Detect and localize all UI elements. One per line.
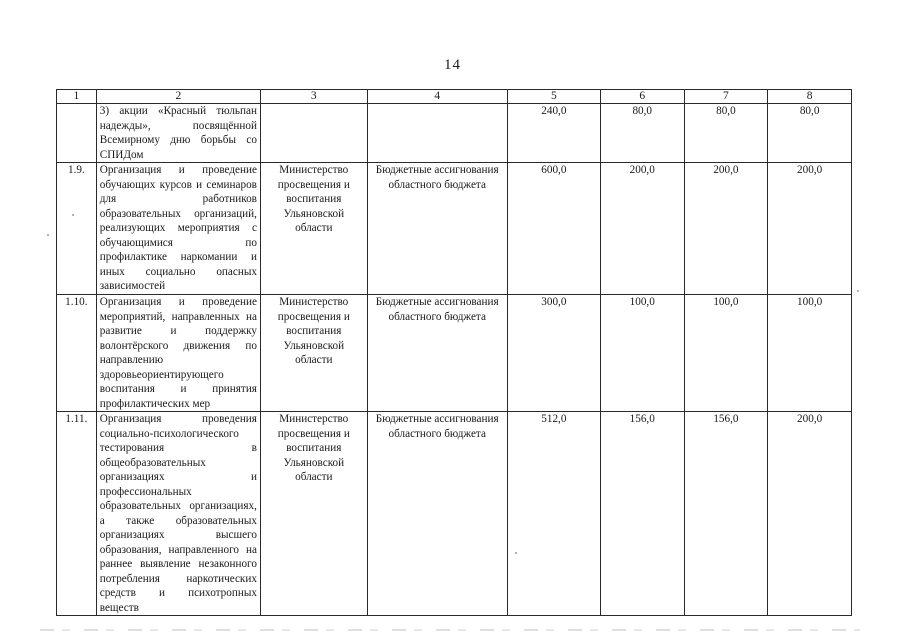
scan-speck — [72, 214, 74, 216]
item-number: 1.9. — [57, 163, 97, 295]
item-number: 1.10. — [57, 295, 97, 412]
table-row — [57, 104, 852, 163]
value-col-8: 200,0 — [768, 412, 852, 616]
column-header-2: 2 — [96, 90, 260, 104]
column-header-6: 6 — [600, 90, 684, 104]
value-col-6: 100,0 — [600, 295, 684, 412]
value-col-7: 200,0 — [684, 163, 768, 295]
value-col-8: 100,0 — [768, 295, 852, 412]
table-row — [57, 412, 852, 616]
column-header-1: 1 — [57, 90, 97, 104]
value-col-5: 240,0 — [507, 104, 600, 163]
scan-speck — [47, 234, 49, 236]
scan-speck — [515, 552, 517, 554]
column-header-8: 8 — [768, 90, 852, 104]
page-number: 14 — [444, 57, 461, 73]
responsible-organization: Министерство просвещения и воспитания Ульяновской области — [260, 412, 367, 616]
value-col-7: 100,0 — [684, 295, 768, 412]
scan-edge-artifact — [40, 629, 860, 631]
column-header-5: 5 — [507, 90, 600, 104]
item-description: Организация и проведение обучающих курсов и семинаров для работников образовательных организаций, реализующих мероприятия с обучающимися по профилактике наркомании и иных социально опасных зависимостей — [96, 163, 260, 295]
value-col-6: 200,0 — [600, 163, 684, 295]
column-header-7: 7 — [684, 90, 768, 104]
budget-table — [56, 89, 852, 616]
value-col-5: 512,0 — [507, 412, 600, 616]
item-description: Организация проведения социально-психологического тестирования в общеобразовательных организациях и профессиональных образовательных организациях, а также образовательных организациях высшего образования, направленного на раннее выявление незаконного потребления наркотических средств и психотропных веществ — [96, 412, 260, 616]
column-header-3: 3 — [260, 90, 367, 104]
funding-source — [367, 104, 507, 163]
item-number — [57, 104, 97, 163]
scan-speck — [857, 290, 859, 292]
responsible-organization: Министерство просвещения и воспитания Ульяновской области — [260, 295, 367, 412]
funding-source: Бюджетные ассигнования областного бюджета — [367, 295, 507, 412]
value-col-7: 156,0 — [684, 412, 768, 616]
item-number: 1.11. — [57, 412, 97, 616]
item-description: 3) акции «Красный тюльпан надежды», посвящённой Всемирному дню борьбы со СПИДом — [96, 104, 260, 163]
header-row — [57, 90, 852, 104]
item-description: Организация и проведение мероприятий, направленных на развитие и поддержку волонтёрского движения по направлению здоровьеориентирующего воспитания и принятия профилактических мер — [96, 295, 260, 412]
column-header-4: 4 — [367, 90, 507, 104]
table-row — [57, 163, 852, 295]
funding-source: Бюджетные ассигнования областного бюджета — [367, 412, 507, 616]
funding-source: Бюджетные ассигнования областного бюджета — [367, 163, 507, 295]
responsible-organization: Министерство просвещения и воспитания Ульяновской области — [260, 163, 367, 295]
value-col-5: 600,0 — [507, 163, 600, 295]
value-col-6: 80,0 — [600, 104, 684, 163]
value-col-8: 80,0 — [768, 104, 852, 163]
value-col-5: 300,0 — [507, 295, 600, 412]
value-col-6: 156,0 — [600, 412, 684, 616]
table-row — [57, 295, 852, 412]
value-col-8: 200,0 — [768, 163, 852, 295]
value-col-7: 80,0 — [684, 104, 768, 163]
responsible-organization — [260, 104, 367, 163]
